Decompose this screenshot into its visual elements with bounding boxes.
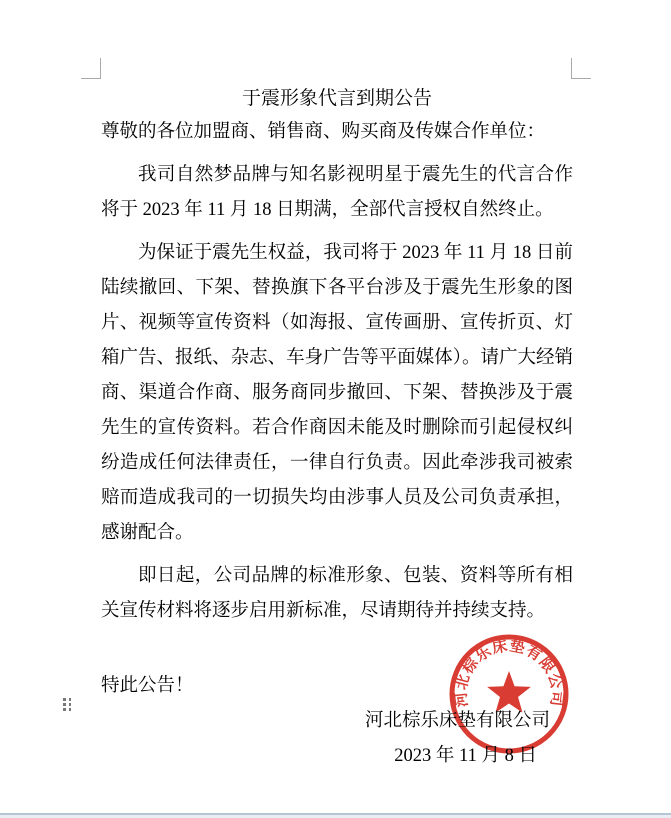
margin-crop-mark-top-right (571, 58, 591, 79)
seal-company-text: 河北棕乐床垫有限公司 (453, 638, 565, 708)
seal-star-icon (487, 671, 531, 713)
page-title: 于震形象代言到期公告 (241, 88, 432, 109)
closing-line: 特此公告！ (101, 676, 194, 696)
paragraph-1: 我司自然梦品牌与知名影视明星于震先生的代言合作将于 2023 年 11 月 18 日期满，全部代言授权自然终止。 (101, 165, 573, 220)
window-bottom-edge (0, 813, 671, 818)
margin-crop-mark-top-left (81, 58, 101, 79)
paragraph-3: 即日起，公司品牌的标准形象、包装、资料等所有相关宣传材料将逐步启用新标准，尽请期待并持续支持。 (101, 566, 573, 621)
salutation-line: 尊敬的各位加盟商、销售商、购买商及传媒合作单位： (101, 122, 546, 142)
signature-date: 2023 年 11 月 8 日 (394, 746, 537, 766)
drag-handle-dots-icon (63, 698, 71, 711)
company-seal-stamp (445, 630, 573, 758)
company-signature: 河北棕乐床垫有限公司 (364, 711, 550, 731)
paragraph-2: 为保证于震先生权益，我司将于 2023 年 11 月 18 日前陆续撤回、下架、替换旗下各平台涉及于震先生形象的图片、视频等宣传资料（如海报、宣传画册、宣传折页、灯箱广告、报纸、杂志、车身广告等平面媒体）。请广大经销商、渠道合作商、服务商同步撤回、下架、替换涉及于震先生的宣传资料。若合作商因未能及时删除而引起侵权纠纷造成任何法律责任，一律自行负责。因此牵涉我司被索赔而造成我司的一切损失均由涉事人员及公司负责承担，感谢配合。 (101, 243, 573, 543)
